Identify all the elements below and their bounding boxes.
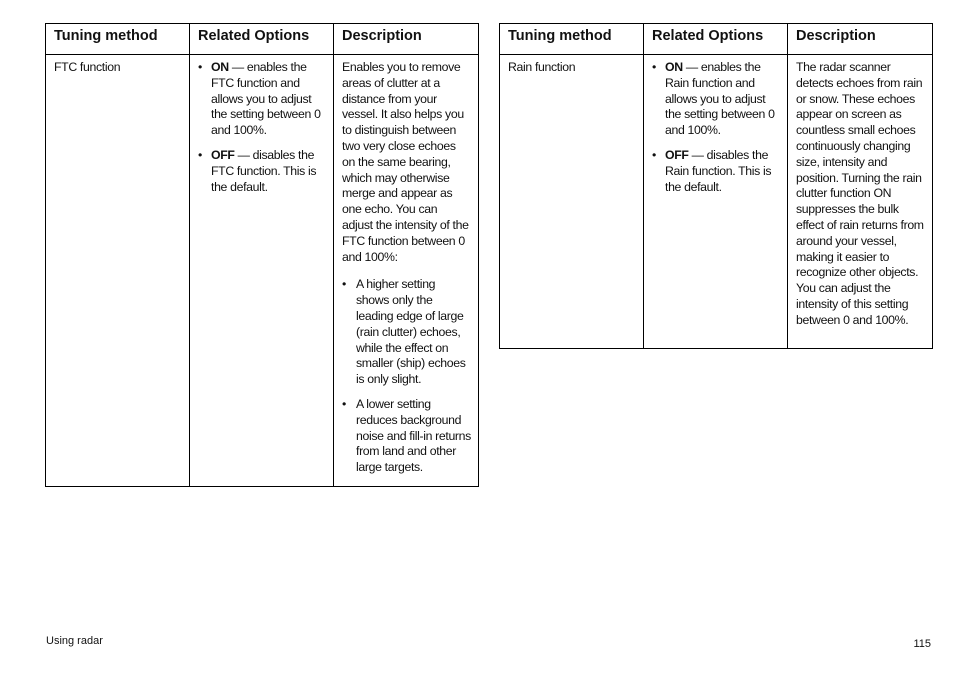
bullet-icon: • <box>198 147 202 162</box>
description-text: The radar scanner detects echoes from rain or snow. These echoes appear on screen as countless small echoes continuously changing size, intensity and position. Turning the rain clutter function ON suppresses the bulk effect of rain returns from around your vessel, making it easier to recognize other objects. You can adjust the intensity of this setting between 0 and 100%. <box>796 60 924 327</box>
description-bullet-text: A lower setting reduces background noise and fill-in returns from land and other large targets. <box>356 396 471 475</box>
bullet-icon: • <box>198 60 202 74</box>
table-row <box>500 55 933 349</box>
header-description: Description <box>788 24 933 55</box>
option-off-text: — disables the Rain function. This is the default. <box>665 147 772 194</box>
header-tuning-method: Tuning method <box>46 24 190 55</box>
rain-tuning-table <box>499 23 933 349</box>
option-off-label: OFF <box>665 147 689 162</box>
footer-section-title: Using radar <box>46 635 103 647</box>
tuning-method-cell: Rain function <box>500 55 644 349</box>
option-off-text: — disables the FTC function. This is the default. <box>211 147 317 194</box>
header-description: Description <box>334 24 479 55</box>
option-on <box>652 60 780 139</box>
table-row <box>46 55 479 487</box>
description-bullet-item <box>342 397 471 476</box>
bullet-icon: • <box>342 396 346 411</box>
option-off <box>198 148 326 195</box>
option-on-text: — enables the FTC function and allows you to adjust the setting between 0 and 100%. <box>211 60 321 138</box>
option-off-label: OFF <box>211 147 235 162</box>
table-header-row <box>500 24 933 55</box>
page-number: 115 <box>913 638 931 650</box>
option-off <box>652 148 780 195</box>
header-tuning-method: Tuning method <box>500 24 644 55</box>
description-text: Enables you to remove areas of clutter at a distance from your vessel. It also helps you to distinguish between two very close echoes on the same bearing, which may otherwise merge and appear as one echo. You can adjust the intensity of the FTC function between 0 and 100%: <box>342 60 469 264</box>
description-cell <box>788 55 933 349</box>
description-bullet-text: A higher setting shows only the leading edge of large (rain clutter) echoes, while the effect on smaller (ship) echoes is only slight. <box>356 277 466 387</box>
options-list <box>198 60 326 195</box>
related-options-cell <box>644 55 788 349</box>
option-on-text: — enables the Rain function and allows you to adjust the setting between 0 and 100%. <box>665 60 775 138</box>
bullet-icon: • <box>652 147 656 162</box>
header-related-options: Related Options <box>644 24 788 55</box>
tuning-method-cell: FTC function <box>46 55 190 487</box>
option-on-label: ON <box>211 60 229 74</box>
ftc-tuning-table <box>45 23 479 487</box>
option-on <box>198 60 326 139</box>
description-cell <box>334 55 479 487</box>
table-header-row <box>46 24 479 55</box>
description-bullets <box>342 277 471 476</box>
bullet-icon: • <box>652 60 656 74</box>
related-options-cell <box>190 55 334 487</box>
header-related-options: Related Options <box>190 24 334 55</box>
option-on-label: ON <box>665 60 683 74</box>
options-list <box>652 60 780 195</box>
description-bullet-item <box>342 277 471 388</box>
bullet-icon: • <box>342 277 346 292</box>
